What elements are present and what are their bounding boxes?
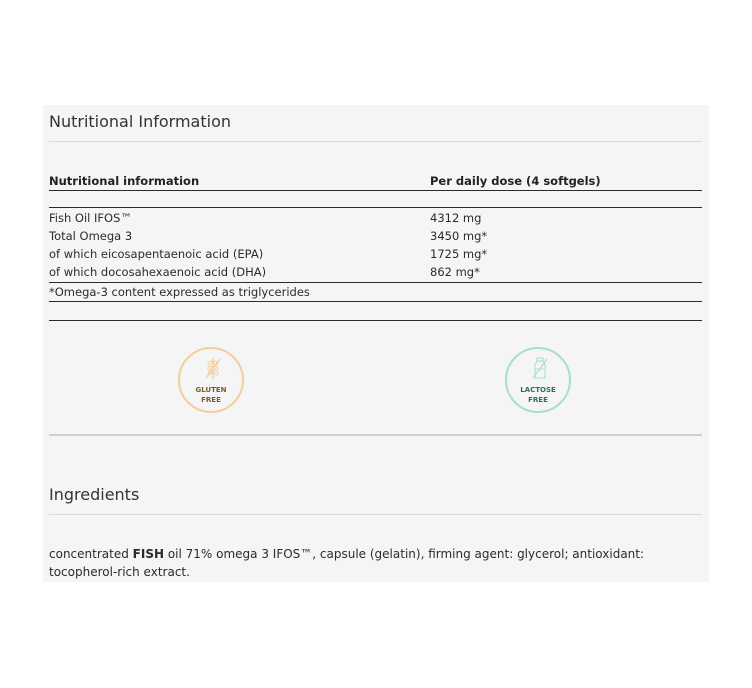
table-end-rule — [49, 320, 702, 321]
table-row-name: of which docosahexaenoic acid (DHA) — [49, 265, 267, 279]
gluten-badge-line2: FREE — [201, 396, 221, 404]
column-header-nutrient: Nutritional information — [49, 174, 200, 188]
table-row-value: 862 mg* — [430, 265, 480, 279]
gluten-free-badge — [178, 347, 244, 413]
ingredients-allergen: FISH — [132, 547, 165, 561]
wheat-icon — [204, 356, 222, 380]
footnote-bottom-rule — [49, 301, 702, 302]
ingredients-heading-divider — [49, 514, 702, 515]
header-rule — [49, 190, 702, 191]
ingredients-heading: Ingredients — [49, 485, 140, 504]
ingredients-text-rest: oil 71% omega 3 IFOS™, capsule (gelatin), firming agent: glycerol; antioxidant: tocopherol-rich extract. — [49, 547, 645, 579]
lactose-badge-line1: LACTOSE — [520, 386, 556, 394]
footnote-top-rule — [49, 282, 702, 283]
section-divider — [49, 434, 702, 436]
table-row-value: 3450 mg* — [430, 229, 488, 243]
nutritional-info-heading: Nutritional Information — [49, 112, 232, 131]
table-row-name: Fish Oil IFOS™ — [49, 211, 132, 225]
column-header-daily-dose: Per daily dose (4 softgels) — [430, 174, 601, 188]
heading-divider — [49, 141, 702, 142]
table-footnote: *Omega-3 content expressed as triglycerides — [49, 285, 310, 299]
ingredients-text — [49, 545, 704, 581]
ingredients-text-start: concentrated — [49, 547, 133, 561]
milk-bottle-icon — [531, 356, 549, 380]
gluten-badge-line1: GLUTEN — [195, 386, 227, 394]
lactose-badge-line2: FREE — [528, 396, 548, 404]
table-row-name: of which eicosapentaenoic acid (EPA) — [49, 247, 264, 261]
table-row-name: Total Omega 3 — [49, 229, 133, 243]
table-body-top-rule — [49, 207, 702, 208]
product-info-panel — [43, 105, 709, 582]
lactose-free-badge — [505, 347, 571, 413]
table-row-value: 1725 mg* — [430, 247, 488, 261]
table-row-value: 4312 mg — [430, 211, 482, 225]
